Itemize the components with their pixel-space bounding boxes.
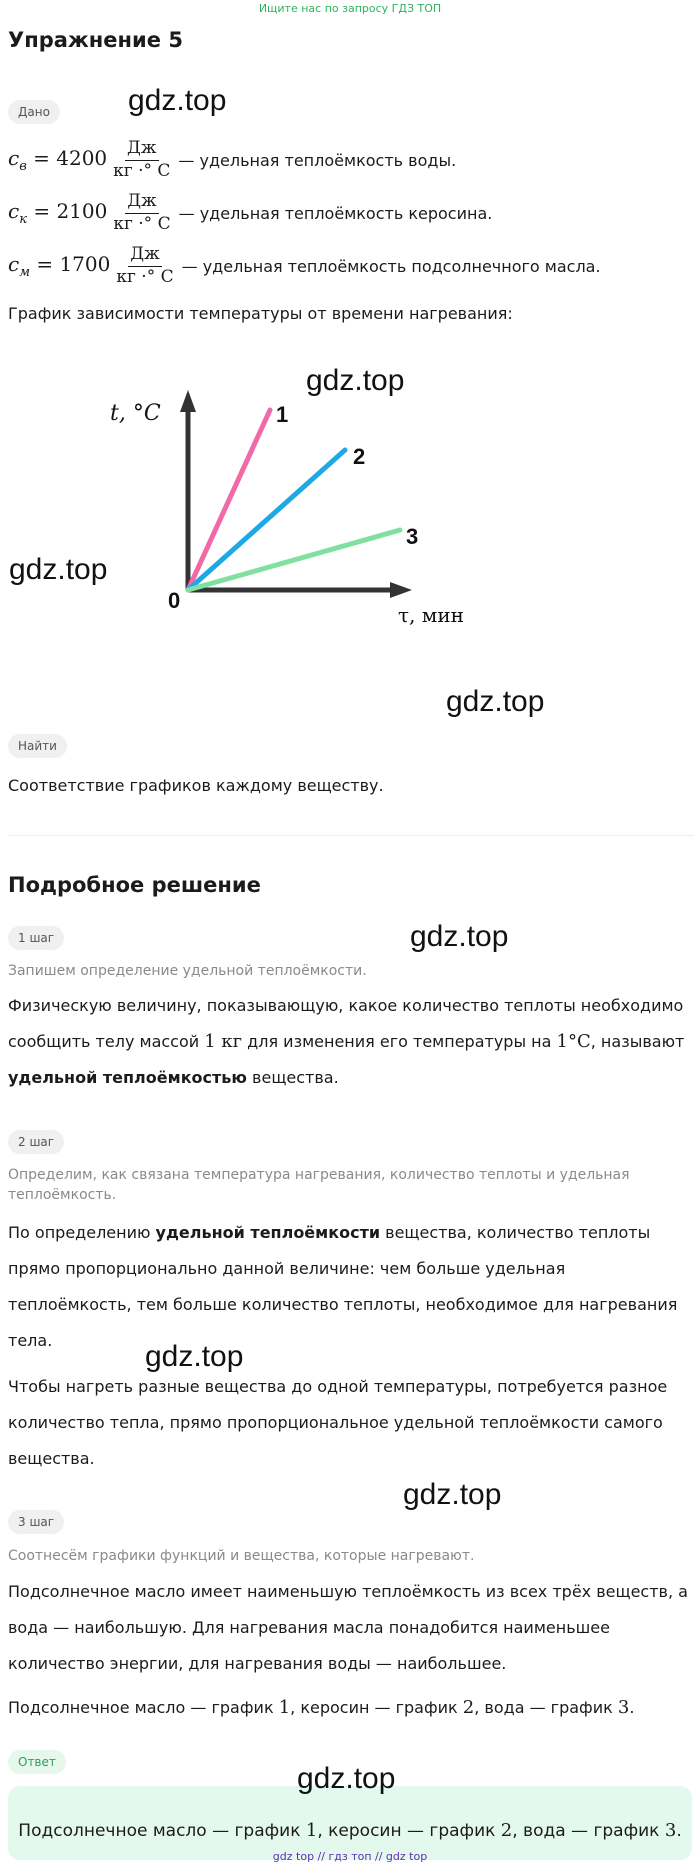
step2-chip: 2 шаг [8,1130,64,1154]
y-axis-arrow [180,390,196,412]
answer-box [8,1786,692,1860]
page-title: Упражнение 5 [8,28,183,52]
step1-text: Физическую величину, показывающую, какое количество теплоты необходимо сообщить телу массой 1 кг для изменения его температуры на 1°C, называют удельной теплоёмкостью вещества. [8,996,685,1087]
step2-subtitle: Определим, как связана температура нагревания, количество теплоты и удельная теплоёмкость. [8,1167,630,1203]
graph-origin-label: 0 [168,588,181,613]
answer-chip: Ответ [8,1750,66,1774]
graph-line-2-label: 2 [353,444,366,469]
watermark: gdz.top [446,685,545,718]
formula-water: $c_в = 4200$ $\frac{Дж}{кг \cdot^\circ C}$ — удельная теплоёмкость воды. [8,137,457,181]
graph-line-1-label: 1 [276,402,289,427]
watermark: gdz.top [403,1478,502,1511]
formula-kerosene: $c_к = 2100$ $\frac{Дж}{кг \cdot^\circ C}$ — удельная теплоёмкость керосина. [8,190,493,234]
watermark: gdz.top [145,1340,244,1373]
solution-heading: Подробное решение [8,873,261,897]
watermark: gdz.top [297,1762,396,1795]
find-chip: Найти [8,734,67,758]
step3-subtitle: Соотнесём графики функций и вещества, которые нагревают. [8,1548,475,1564]
graph-line-1 [188,410,270,590]
top-banner[interactable]: Ищите нас по запросу ГДЗ ТОП [258,2,442,15]
graph-line-3-label: 3 [406,524,419,549]
step3-paragraph-2: Подсолнечное масло — график 1, керосин — график 2, вода — график 3. [8,1697,635,1718]
temperature-time-graph [100,380,500,640]
footer-links[interactable]: gdz top // гдз топ // gdz top [272,1850,428,1863]
step2-paragraph-2: Чтобы нагреть разные вещества до одной температуры, потребуется разное количество тепла, прямо пропорциональное удельной теплоёмкости самого вещества. [8,1377,668,1468]
step3-paragraph-1: Подсолнечное масло имеет наименьшую теплоёмкость из всех трёх веществ, а вода — наибольшую. Для нагревания масла понадобится наименьшее количество энергии, для нагревания воды — наибольшее. [8,1582,688,1673]
watermark: gdz.top [410,920,509,953]
answer-text: Подсолнечное масло — график 1, керосин — график 2, вода — график 3. [18,1820,682,1841]
watermark: gdz.top [128,84,227,117]
step3-chip: 3 шаг [8,1510,64,1534]
x-axis-arrow [390,582,412,598]
watermark: gdz.top [9,553,108,586]
given-chip: Дано [8,100,60,124]
graph-y-label: t, °C [110,401,161,426]
watermark: gdz.top [306,364,405,397]
step1-chip: 1 шаг [8,926,64,950]
divider [8,835,694,836]
graph-x-label: τ, мин [398,603,464,627]
formula-oil: $c_м = 1700$ $\frac{Дж}{кг \cdot^\circ C}$ — удельная теплоёмкость подсолнечного масла. [8,243,601,287]
step1-subtitle: Запишем определение удельной теплоёмкости. [8,963,367,979]
find-text: Соответствие графиков каждому веществу. [8,776,384,795]
graph-intro: График зависимости температуры от времени нагревания: [8,304,513,323]
step2-paragraph-1: По определению удельной теплоёмкости вещества, количество теплоты прямо пропорционально данной величине: чем больше удельная теплоёмкость, тем больше количество теплоты, необходимое для нагревания тела. [8,1223,678,1350]
